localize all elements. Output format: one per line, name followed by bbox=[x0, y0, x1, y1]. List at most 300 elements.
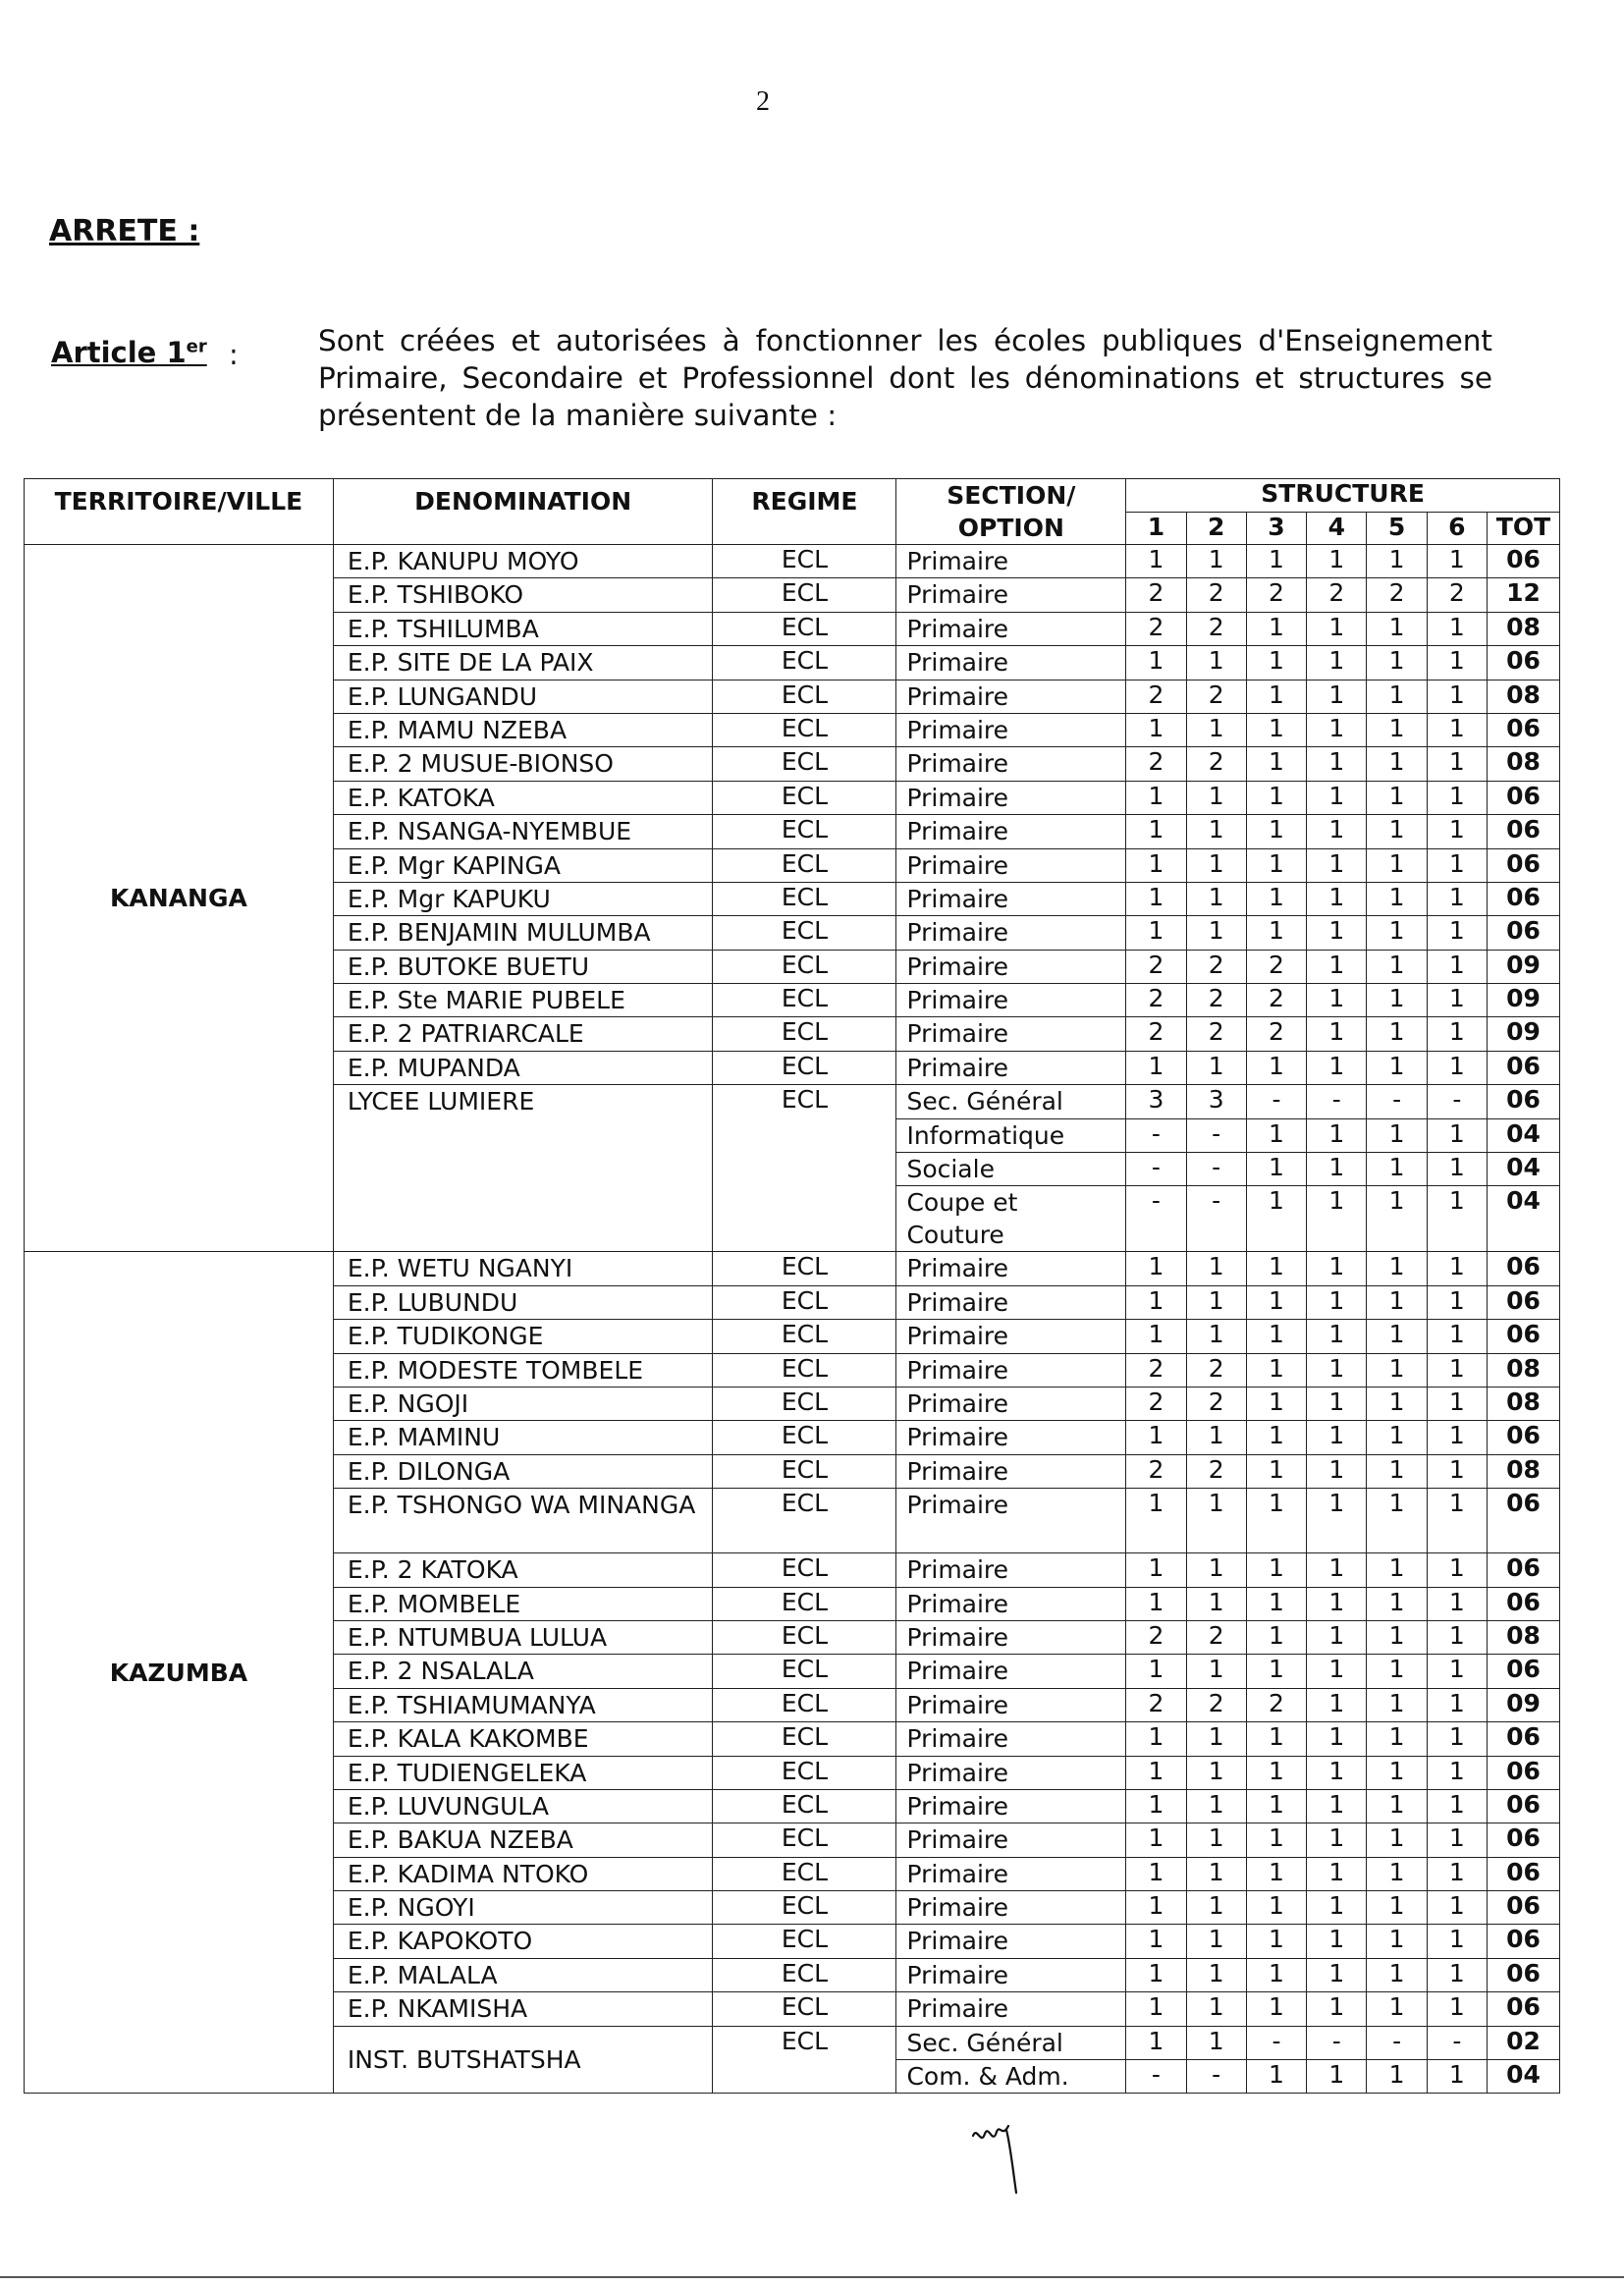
school-name: E.P. NSANGA-NYEMBUE bbox=[333, 815, 713, 848]
section-option-cell: Sociale bbox=[896, 1153, 1126, 1186]
structure-cell-2: 2 bbox=[1186, 984, 1246, 1017]
structure-cell-2: - bbox=[1186, 1186, 1246, 1252]
structure-cell-6: 1 bbox=[1427, 1756, 1487, 1789]
school-name: E.P. KADIMA NTOKO bbox=[333, 1857, 713, 1890]
section-option-cell: Primaire bbox=[896, 1353, 1126, 1387]
structure-cell-2: 1 bbox=[1186, 815, 1246, 848]
structure-cell-1: 1 bbox=[1126, 1252, 1186, 1285]
structure-cell-3: 1 bbox=[1246, 1789, 1306, 1823]
structure-total-cell: 06 bbox=[1488, 1421, 1560, 1454]
regime-cell: ECL bbox=[713, 1320, 896, 1353]
header-structure-6: 6 bbox=[1427, 512, 1487, 545]
structure-cell-5: 1 bbox=[1367, 984, 1427, 1017]
section-option-cell: Primaire bbox=[896, 646, 1126, 680]
structure-cell-1: 2 bbox=[1126, 984, 1186, 1017]
regime-cell: ECL bbox=[713, 1421, 896, 1454]
school-name: LYCEE LUMIERE bbox=[333, 1085, 713, 1252]
structure-cell-1: 1 bbox=[1126, 1489, 1186, 1553]
section-option-cell: Primaire bbox=[896, 815, 1126, 848]
structure-cell-6: 1 bbox=[1427, 781, 1487, 814]
structure-cell-4: 1 bbox=[1307, 1553, 1367, 1587]
structure-total-cell: 06 bbox=[1488, 1285, 1560, 1319]
section-option-cell: Primaire bbox=[896, 1454, 1126, 1488]
structure-cell-4: 1 bbox=[1307, 545, 1367, 578]
structure-cell-4: 1 bbox=[1307, 1958, 1367, 1991]
structure-cell-1: 2 bbox=[1126, 1688, 1186, 1721]
section-option-cell: Primaire bbox=[896, 680, 1126, 713]
structure-cell-4: 1 bbox=[1307, 1891, 1367, 1925]
structure-cell-4: 1 bbox=[1307, 1655, 1367, 1688]
structure-cell-2: 2 bbox=[1186, 1387, 1246, 1420]
section-option-cell: Primaire bbox=[896, 1756, 1126, 1789]
structure-cell-3: 1 bbox=[1246, 848, 1306, 882]
structure-total-cell: 06 bbox=[1488, 713, 1560, 746]
structure-cell-5: 1 bbox=[1367, 1789, 1427, 1823]
structure-cell-5: 1 bbox=[1367, 1186, 1427, 1252]
structure-cell-4: 1 bbox=[1307, 1992, 1367, 2026]
territoire-cell: KANANGA bbox=[25, 545, 334, 1252]
structure-total-cell: 06 bbox=[1488, 1553, 1560, 1587]
structure-cell-4: - bbox=[1307, 1085, 1367, 1118]
structure-cell-5: 1 bbox=[1367, 1421, 1427, 1454]
section-option-cell: Primaire bbox=[896, 1823, 1126, 1857]
structure-cell-6: 1 bbox=[1427, 1553, 1487, 1587]
structure-total-cell: 06 bbox=[1488, 1722, 1560, 1756]
structure-cell-6: 1 bbox=[1427, 848, 1487, 882]
structure-cell-1: 1 bbox=[1126, 1587, 1186, 1620]
structure-cell-6: 1 bbox=[1427, 1153, 1487, 1186]
structure-cell-2: 1 bbox=[1186, 1051, 1246, 1084]
structure-cell-1: 1 bbox=[1126, 1320, 1186, 1353]
structure-cell-3: 1 bbox=[1246, 1857, 1306, 1890]
structure-cell-5: 1 bbox=[1367, 1051, 1427, 1084]
school-name: E.P. SITE DE LA PAIX bbox=[333, 646, 713, 680]
structure-cell-4: 1 bbox=[1307, 781, 1367, 814]
school-name: E.P. TSHONGO WA MINANGA bbox=[333, 1489, 713, 1553]
structure-cell-6: 1 bbox=[1427, 1688, 1487, 1721]
structure-cell-3: 1 bbox=[1246, 713, 1306, 746]
structure-cell-6: 1 bbox=[1427, 545, 1487, 578]
structure-cell-6: 1 bbox=[1427, 1655, 1487, 1688]
regime-cell: ECL bbox=[713, 1454, 896, 1488]
structure-cell-4: 1 bbox=[1307, 680, 1367, 713]
structure-total-cell: 06 bbox=[1488, 545, 1560, 578]
structure-cell-6: 1 bbox=[1427, 1587, 1487, 1620]
structure-cell-5: 1 bbox=[1367, 882, 1427, 915]
header-structure-2: 2 bbox=[1186, 512, 1246, 545]
structure-total-cell: 06 bbox=[1488, 1655, 1560, 1688]
section-option-cell: Primaire bbox=[896, 1722, 1126, 1756]
structure-total-cell: 06 bbox=[1488, 848, 1560, 882]
structure-cell-4: 2 bbox=[1307, 578, 1367, 612]
section-option-cell: Primaire bbox=[896, 1992, 1126, 2026]
structure-cell-5: 1 bbox=[1367, 1857, 1427, 1890]
structure-cell-4: 1 bbox=[1307, 1587, 1367, 1620]
structure-cell-3: 1 bbox=[1246, 2060, 1306, 2094]
structure-cell-5: 1 bbox=[1367, 781, 1427, 814]
school-name: E.P. 2 PATRIARCALE bbox=[333, 1017, 713, 1051]
structure-cell-3: 2 bbox=[1246, 950, 1306, 983]
table-row bbox=[25, 1252, 1560, 1285]
regime-cell: ECL bbox=[713, 1655, 896, 1688]
regime-cell: ECL bbox=[713, 612, 896, 645]
structure-cell-3: 1 bbox=[1246, 1118, 1306, 1152]
regime-cell: ECL bbox=[713, 1017, 896, 1051]
section-option-cell: Primaire bbox=[896, 848, 1126, 882]
article-body: Sont créées et autorisées à fonctionner les écoles publiques d'Enseignement Primaire, Secondaire et Professionnel dont les dénominations et structures se présentent de la manière suivante : bbox=[318, 324, 1492, 432]
structure-total-cell: 06 bbox=[1488, 1958, 1560, 1991]
regime-cell: ECL bbox=[713, 2026, 896, 2094]
regime-cell: ECL bbox=[713, 1285, 896, 1319]
structure-cell-6: 1 bbox=[1427, 1857, 1487, 1890]
article-label-text: Article 1 bbox=[51, 336, 187, 369]
structure-cell-1: 2 bbox=[1126, 612, 1186, 645]
school-name: E.P. WETU NGANYI bbox=[333, 1252, 713, 1285]
structure-cell-6: 1 bbox=[1427, 984, 1487, 1017]
regime-cell: ECL bbox=[713, 713, 896, 746]
structure-cell-3: 1 bbox=[1246, 1421, 1306, 1454]
structure-cell-1: 1 bbox=[1126, 545, 1186, 578]
structure-cell-4: 1 bbox=[1307, 1620, 1367, 1654]
structure-cell-3: 1 bbox=[1246, 1655, 1306, 1688]
section-option-cell: Primaire bbox=[896, 1857, 1126, 1890]
regime-cell: ECL bbox=[713, 1756, 896, 1789]
structure-cell-6: 1 bbox=[1427, 2060, 1487, 2094]
structure-cell-5: 1 bbox=[1367, 1587, 1427, 1620]
structure-cell-6: 1 bbox=[1427, 916, 1487, 950]
structure-cell-3: 1 bbox=[1246, 612, 1306, 645]
structure-cell-1: 1 bbox=[1126, 1891, 1186, 1925]
structure-cell-3: 1 bbox=[1246, 1489, 1306, 1553]
structure-cell-5: 1 bbox=[1367, 747, 1427, 781]
section-option-cell: Primaire bbox=[896, 1587, 1126, 1620]
header-structure-1: 1 bbox=[1126, 512, 1186, 545]
structure-cell-3: 1 bbox=[1246, 1387, 1306, 1420]
structure-cell-6: - bbox=[1427, 1085, 1487, 1118]
school-name: E.P. 2 MUSUE-BIONSO bbox=[333, 747, 713, 781]
structure-total-cell: 06 bbox=[1488, 1823, 1560, 1857]
structure-cell-2: 1 bbox=[1186, 1823, 1246, 1857]
structure-cell-5: 1 bbox=[1367, 1489, 1427, 1553]
structure-cell-6: 1 bbox=[1427, 1489, 1487, 1553]
structure-cell-2: 1 bbox=[1186, 713, 1246, 746]
regime-cell: ECL bbox=[713, 646, 896, 680]
regime-cell: ECL bbox=[713, 950, 896, 983]
structure-cell-3: 1 bbox=[1246, 781, 1306, 814]
section-option-cell: Sec. Général bbox=[896, 1085, 1126, 1118]
structure-cell-4: 1 bbox=[1307, 1489, 1367, 1553]
structure-cell-4: 1 bbox=[1307, 1153, 1367, 1186]
structure-cell-4: 1 bbox=[1307, 1925, 1367, 1958]
territoire-cell: KAZUMBA bbox=[25, 1252, 334, 2094]
structure-cell-3: 1 bbox=[1246, 1153, 1306, 1186]
structure-cell-5: 1 bbox=[1367, 545, 1427, 578]
structure-cell-3: 1 bbox=[1246, 882, 1306, 915]
section-option-cell: Primaire bbox=[896, 1387, 1126, 1420]
structure-cell-6: 1 bbox=[1427, 1891, 1487, 1925]
structure-cell-4: 1 bbox=[1307, 1051, 1367, 1084]
structure-cell-1: 1 bbox=[1126, 882, 1186, 915]
section-option-cell: Com. & Adm. bbox=[896, 2060, 1126, 2094]
structure-cell-5: 1 bbox=[1367, 1553, 1427, 1587]
school-name: E.P. DILONGA bbox=[333, 1454, 713, 1488]
structure-total-cell: 06 bbox=[1488, 1857, 1560, 1890]
structure-cell-6: 1 bbox=[1427, 1252, 1487, 1285]
structure-cell-1: - bbox=[1126, 2060, 1186, 2094]
structure-cell-3: 1 bbox=[1246, 1553, 1306, 1587]
structure-cell-2: 2 bbox=[1186, 1353, 1246, 1387]
section-option-cell: Primaire bbox=[896, 1655, 1126, 1688]
structure-cell-4: 1 bbox=[1307, 1857, 1367, 1890]
school-name: E.P. KALA KAKOMBE bbox=[333, 1722, 713, 1756]
regime-cell: ECL bbox=[713, 680, 896, 713]
structure-cell-5: - bbox=[1367, 2026, 1427, 2059]
structure-cell-4: 1 bbox=[1307, 1823, 1367, 1857]
structure-cell-2: 2 bbox=[1186, 950, 1246, 983]
structure-cell-3: 2 bbox=[1246, 984, 1306, 1017]
structure-cell-3: 1 bbox=[1246, 1252, 1306, 1285]
structure-cell-1: 1 bbox=[1126, 2026, 1186, 2059]
structure-cell-6: 1 bbox=[1427, 1992, 1487, 2026]
structure-total-cell: 09 bbox=[1488, 950, 1560, 983]
school-name: E.P. NKAMISHA bbox=[333, 1992, 713, 2026]
regime-cell: ECL bbox=[713, 1958, 896, 1991]
school-name: E.P. BAKUA NZEBA bbox=[333, 1823, 713, 1857]
structure-cell-3: 1 bbox=[1246, 545, 1306, 578]
structure-cell-4: 1 bbox=[1307, 1320, 1367, 1353]
structure-cell-1: - bbox=[1126, 1153, 1186, 1186]
structure-cell-6: 1 bbox=[1427, 1320, 1487, 1353]
structure-cell-1: 1 bbox=[1126, 1722, 1186, 1756]
structure-cell-3: 1 bbox=[1246, 646, 1306, 680]
section-option-cell: Primaire bbox=[896, 1553, 1126, 1587]
structure-cell-1: 1 bbox=[1126, 1958, 1186, 1991]
structure-cell-5: 1 bbox=[1367, 1992, 1427, 2026]
regime-cell: ECL bbox=[713, 1387, 896, 1420]
structure-cell-4: 1 bbox=[1307, 612, 1367, 645]
regime-cell: ECL bbox=[713, 1722, 896, 1756]
school-name: E.P. KATOKA bbox=[333, 781, 713, 814]
regime-cell: ECL bbox=[713, 1051, 896, 1084]
structure-cell-2: 1 bbox=[1186, 545, 1246, 578]
structure-cell-2: - bbox=[1186, 1153, 1246, 1186]
structure-cell-6: 1 bbox=[1427, 1823, 1487, 1857]
structure-cell-5: 1 bbox=[1367, 713, 1427, 746]
regime-cell: ECL bbox=[713, 747, 896, 781]
structure-cell-5: 1 bbox=[1367, 1958, 1427, 1991]
regime-cell: ECL bbox=[713, 848, 896, 882]
section-option-cell: Primaire bbox=[896, 1285, 1126, 1319]
structure-total-cell: 06 bbox=[1488, 1489, 1560, 1553]
structure-cell-2: 2 bbox=[1186, 747, 1246, 781]
structure-total-cell: 09 bbox=[1488, 984, 1560, 1017]
school-name: E.P. Mgr KAPINGA bbox=[333, 848, 713, 882]
structure-cell-2: 1 bbox=[1186, 882, 1246, 915]
structure-total-cell: 04 bbox=[1488, 1153, 1560, 1186]
structure-cell-2: 1 bbox=[1186, 1553, 1246, 1587]
structure-cell-5: 1 bbox=[1367, 1017, 1427, 1051]
structure-cell-3: 2 bbox=[1246, 1688, 1306, 1721]
structure-cell-3: 1 bbox=[1246, 1958, 1306, 1991]
structure-cell-2: 2 bbox=[1186, 1017, 1246, 1051]
structure-total-cell: 08 bbox=[1488, 747, 1560, 781]
section-heading: ARRETE : bbox=[49, 214, 200, 248]
regime-cell: ECL bbox=[713, 1353, 896, 1387]
structure-cell-2: 2 bbox=[1186, 1620, 1246, 1654]
school-name: E.P. 2 NSALALA bbox=[333, 1655, 713, 1688]
structure-cell-1: 1 bbox=[1126, 1789, 1186, 1823]
structure-cell-4: 1 bbox=[1307, 1688, 1367, 1721]
structure-cell-5: 1 bbox=[1367, 815, 1427, 848]
structure-cell-1: 1 bbox=[1126, 1051, 1186, 1084]
structure-cell-5: 1 bbox=[1367, 646, 1427, 680]
section-option-cell: Primaire bbox=[896, 916, 1126, 950]
structure-cell-5: 1 bbox=[1367, 916, 1427, 950]
school-name: E.P. MALALA bbox=[333, 1958, 713, 1991]
structure-cell-2: 2 bbox=[1186, 1688, 1246, 1721]
structure-cell-3: 1 bbox=[1246, 1587, 1306, 1620]
structure-cell-1: 1 bbox=[1126, 848, 1186, 882]
regime-cell: ECL bbox=[713, 984, 896, 1017]
structure-cell-2: 1 bbox=[1186, 1992, 1246, 2026]
structure-cell-4: - bbox=[1307, 2026, 1367, 2059]
structure-total-cell: 06 bbox=[1488, 1320, 1560, 1353]
structure-cell-6: 1 bbox=[1427, 950, 1487, 983]
table-row bbox=[25, 545, 1560, 578]
structure-cell-3: 1 bbox=[1246, 680, 1306, 713]
header-structure: STRUCTURE bbox=[1126, 479, 1560, 513]
structure-cell-2: 1 bbox=[1186, 1789, 1246, 1823]
regime-cell: ECL bbox=[713, 1789, 896, 1823]
structure-cell-1: 2 bbox=[1126, 1620, 1186, 1654]
structure-total-cell: 06 bbox=[1488, 781, 1560, 814]
structure-cell-5: 1 bbox=[1367, 1620, 1427, 1654]
school-name: E.P. MODESTE TOMBELE bbox=[333, 1353, 713, 1387]
structure-cell-5: 1 bbox=[1367, 1655, 1427, 1688]
structure-cell-6: 1 bbox=[1427, 612, 1487, 645]
section-option-cell: Primaire bbox=[896, 1688, 1126, 1721]
structure-cell-4: 1 bbox=[1307, 1118, 1367, 1152]
structure-cell-5: 1 bbox=[1367, 1688, 1427, 1721]
header-section-option: SECTION/ OPTION bbox=[896, 479, 1126, 545]
section-option-cell: Primaire bbox=[896, 1925, 1126, 1958]
structure-cell-3: - bbox=[1246, 1085, 1306, 1118]
structure-cell-6: 1 bbox=[1427, 1421, 1487, 1454]
structure-cell-6: 1 bbox=[1427, 1186, 1487, 1252]
structure-cell-2: 1 bbox=[1186, 1925, 1246, 1958]
structure-cell-2: 2 bbox=[1186, 578, 1246, 612]
school-name: E.P. Ste MARIE PUBELE bbox=[333, 984, 713, 1017]
school-name: E.P. TSHILUMBA bbox=[333, 612, 713, 645]
structure-cell-1: 2 bbox=[1126, 1387, 1186, 1420]
structure-cell-5: 1 bbox=[1367, 1823, 1427, 1857]
table-header bbox=[25, 479, 1560, 545]
structure-cell-4: 1 bbox=[1307, 747, 1367, 781]
structure-cell-2: 2 bbox=[1186, 1454, 1246, 1488]
header-denomination: DENOMINATION bbox=[333, 479, 713, 545]
structure-cell-2: 1 bbox=[1186, 1891, 1246, 1925]
structure-cell-2: 1 bbox=[1186, 1252, 1246, 1285]
structure-cell-1: - bbox=[1126, 1186, 1186, 1252]
structure-cell-2: 1 bbox=[1186, 1320, 1246, 1353]
structure-total-cell: 06 bbox=[1488, 1789, 1560, 1823]
structure-cell-3: 2 bbox=[1246, 578, 1306, 612]
structure-cell-5: 1 bbox=[1367, 1925, 1427, 1958]
structure-cell-1: 3 bbox=[1126, 1085, 1186, 1118]
regime-cell: ECL bbox=[713, 1620, 896, 1654]
school-name: E.P. Mgr KAPUKU bbox=[333, 882, 713, 915]
regime-cell: ECL bbox=[713, 578, 896, 612]
article-label bbox=[51, 336, 207, 369]
structure-cell-1: 1 bbox=[1126, 781, 1186, 814]
structure-total-cell: 06 bbox=[1488, 646, 1560, 680]
structure-cell-4: 1 bbox=[1307, 1421, 1367, 1454]
structure-cell-3: 1 bbox=[1246, 1320, 1306, 1353]
structure-cell-1: 2 bbox=[1126, 1017, 1186, 1051]
structure-cell-2: 1 bbox=[1186, 1285, 1246, 1319]
structure-total-cell: 08 bbox=[1488, 1353, 1560, 1387]
structure-cell-6: 1 bbox=[1427, 1454, 1487, 1488]
structure-cell-4: 1 bbox=[1307, 1252, 1367, 1285]
structure-cell-3: 1 bbox=[1246, 1823, 1306, 1857]
school-name: E.P. 2 KATOKA bbox=[333, 1553, 713, 1587]
structure-cell-4: 1 bbox=[1307, 1285, 1367, 1319]
structure-cell-2: 1 bbox=[1186, 646, 1246, 680]
school-name: E.P. BENJAMIN MULUMBA bbox=[333, 916, 713, 950]
structure-cell-2: 1 bbox=[1186, 848, 1246, 882]
section-option-cell: Primaire bbox=[896, 984, 1126, 1017]
structure-cell-3: 1 bbox=[1246, 1051, 1306, 1084]
structure-cell-4: 1 bbox=[1307, 1789, 1367, 1823]
section-option-cell: Primaire bbox=[896, 713, 1126, 746]
structure-total-cell: 06 bbox=[1488, 1051, 1560, 1084]
structure-cell-5: 1 bbox=[1367, 1454, 1427, 1488]
school-name: E.P. NGOJI bbox=[333, 1387, 713, 1420]
structure-cell-1: 1 bbox=[1126, 1823, 1186, 1857]
structure-cell-1: 1 bbox=[1126, 1857, 1186, 1890]
structure-cell-1: 1 bbox=[1126, 713, 1186, 746]
structure-cell-5: 1 bbox=[1367, 2060, 1427, 2094]
section-option-cell: Primaire bbox=[896, 578, 1126, 612]
structure-total-cell: 06 bbox=[1488, 1756, 1560, 1789]
structure-cell-4: 1 bbox=[1307, 848, 1367, 882]
structure-cell-6: 1 bbox=[1427, 713, 1487, 746]
school-name: E.P. NTUMBUA LULUA bbox=[333, 1620, 713, 1654]
structure-cell-5: - bbox=[1367, 1085, 1427, 1118]
structure-cell-6: 1 bbox=[1427, 1620, 1487, 1654]
structure-cell-3: 1 bbox=[1246, 1186, 1306, 1252]
section-option-cell: Primaire bbox=[896, 1320, 1126, 1353]
structure-cell-4: 1 bbox=[1307, 646, 1367, 680]
section-option-cell: Sec. Général bbox=[896, 2026, 1126, 2059]
structure-cell-3: 1 bbox=[1246, 1353, 1306, 1387]
structure-cell-4: 1 bbox=[1307, 1353, 1367, 1387]
structure-cell-4: 1 bbox=[1307, 1017, 1367, 1051]
section-option-cell: Primaire bbox=[896, 1252, 1126, 1285]
school-name: E.P. TSHIAMUMANYA bbox=[333, 1688, 713, 1721]
structure-cell-2: 1 bbox=[1186, 781, 1246, 814]
section-option-cell: Coupe et Couture bbox=[896, 1186, 1126, 1252]
structure-cell-2: - bbox=[1186, 1118, 1246, 1152]
header-structure-3: 3 bbox=[1246, 512, 1306, 545]
regime-cell: ECL bbox=[713, 815, 896, 848]
header-structure-4: 4 bbox=[1307, 512, 1367, 545]
structure-cell-4: 1 bbox=[1307, 1722, 1367, 1756]
structure-cell-3: 1 bbox=[1246, 815, 1306, 848]
school-name: E.P. TSHIBOKO bbox=[333, 578, 713, 612]
structure-cell-5: 1 bbox=[1367, 1387, 1427, 1420]
regime-cell: ECL bbox=[713, 1688, 896, 1721]
